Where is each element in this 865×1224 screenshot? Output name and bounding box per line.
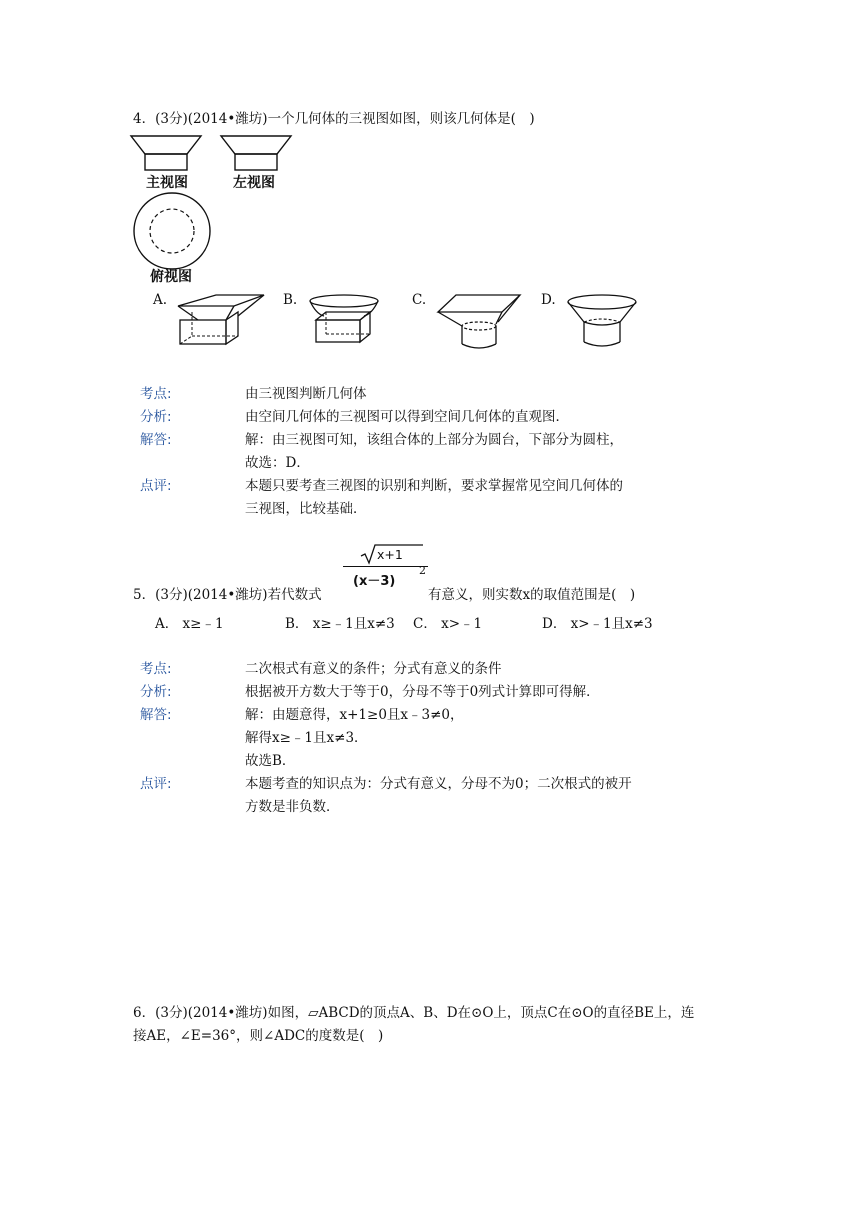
q5-numerator: x+1	[377, 547, 403, 562]
q4-stem: 4．(3分)(2014•潍坊)一个几何体的三视图如图，则该几何体是( )	[133, 111, 535, 127]
left-view-figure	[221, 134, 293, 174]
q4-option-c-figure[interactable]	[436, 294, 528, 350]
q5-option-a[interactable]: A． x≥﹣1	[155, 616, 224, 632]
q4-dianping-line-2: 三视图，比较基础．	[245, 501, 367, 517]
top-view-figure	[133, 192, 213, 272]
q5-option-c[interactable]: C． x>﹣1	[413, 616, 483, 632]
q5-kaodian: 二次根式有意义的条件；分式有意义的条件	[245, 661, 502, 677]
left-view-label: 左视图	[233, 175, 275, 191]
front-view-label: 主视图	[146, 175, 188, 191]
q5-jieda-line-3: 故选B．	[245, 753, 296, 769]
q5-kaodian-label: 考点:	[140, 661, 172, 677]
q4-fenxi-label: 分析:	[140, 409, 172, 425]
q4-option-b-figure[interactable]	[306, 294, 386, 349]
q4-option-b-label[interactable]: B.	[283, 292, 298, 308]
q4-option-d-label[interactable]: D.	[541, 292, 556, 308]
q4-kaodian: 由三视图判断几何体	[245, 386, 367, 402]
q5-fenxi: 根据被开方数大于等于0，分母不等于0列式计算即可得解．	[245, 684, 600, 700]
q6-line-1: 6．(3分)(2014•潍坊)如图，▱ABCD的顶点A、B、D在⊙O上，顶点C在⊙O的直径BE上，连	[133, 1005, 695, 1021]
q5-option-b[interactable]: B． x≥﹣1且x≠3	[285, 616, 395, 632]
q5-dianping-line-1: 本题考查的知识点为：分式有意义，分母不为0；二次根式的被开	[245, 776, 632, 792]
q4-jieda-line-2: 故选：D．	[245, 455, 310, 471]
q4-dianping-label: 点评:	[140, 478, 172, 494]
q5-jieda-line-2: 解得x≥﹣1且x≠3．	[245, 730, 368, 746]
q6-line-2: 接AE，∠E=36°，则∠ADC的度数是( )	[133, 1028, 384, 1044]
q5-dianping-line-2: 方数是非负数．	[245, 799, 340, 815]
q5-exponent: 2	[419, 564, 426, 577]
q4-fenxi: 由空间几何体的三视图可以得到空间几何体的直观图．	[245, 409, 569, 425]
q4-jieda-line-1: 解：由三视图可知，该组合体的上部分为圆台，下部分为圆柱，	[245, 432, 623, 448]
q5-jieda-label: 解答:	[140, 707, 172, 723]
q5-option-d[interactable]: D． x>﹣1且x≠3	[542, 616, 653, 632]
q5-dianping-label: 点评:	[140, 776, 172, 792]
q5-fraction	[343, 542, 428, 592]
q4-dianping-line-1: 本题只要考查三视图的识别和判断，要求掌握常见空间几何体的	[245, 478, 623, 494]
q5-stem-before: 5．(3分)(2014•潍坊)若代数式	[133, 587, 322, 603]
q5-fenxi-label: 分析:	[140, 684, 172, 700]
q4-option-a-label[interactable]: A.	[153, 292, 168, 308]
q4-option-d-figure[interactable]	[564, 294, 644, 350]
q4-jieda-label: 解答:	[140, 432, 172, 448]
front-view-figure	[131, 134, 203, 174]
q5-jieda-line-1: 解：由题意得，x+1≥0且x﹣3≠0，	[245, 707, 464, 723]
q5-denominator: (x－3)	[353, 574, 396, 589]
q4-kaodian-label: 考点:	[140, 386, 172, 402]
q4-option-c-label[interactable]: C.	[412, 292, 427, 308]
q4-option-a-figure[interactable]	[176, 294, 268, 349]
q5-stem-after: 有意义，则实数x的取值范围是( )	[428, 587, 636, 603]
q5-fraction-bar	[343, 566, 428, 567]
top-view-label: 俯视图	[150, 269, 192, 285]
